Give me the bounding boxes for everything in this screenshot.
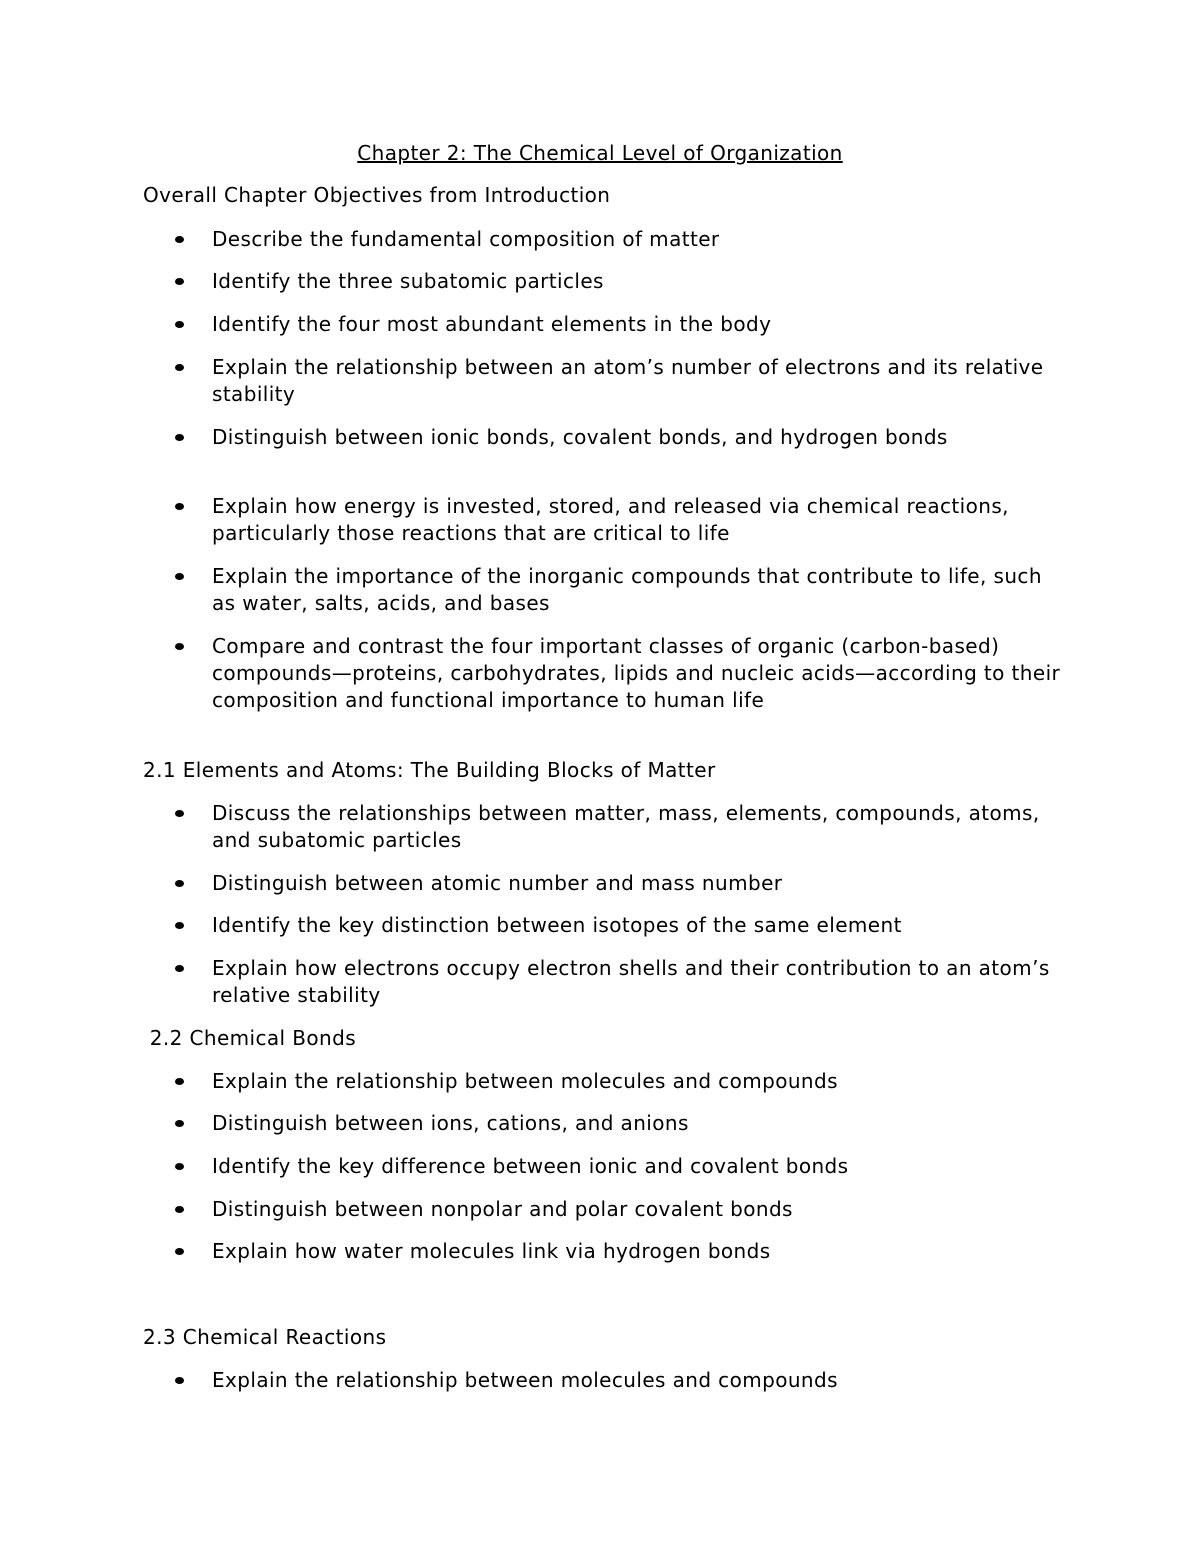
bullet-icon [172, 955, 212, 982]
bullet-icon [172, 800, 212, 827]
list-item [172, 493, 1072, 547]
bullet-icon [172, 493, 212, 520]
list-item [172, 955, 1072, 1009]
list-item [172, 1367, 1072, 1394]
bullet-icon [172, 424, 212, 451]
list-item [172, 1110, 1072, 1137]
list-item [172, 354, 1072, 408]
section-heading: 2.2 Chemical Bonds [143, 1026, 357, 1050]
list-item [172, 311, 1072, 338]
bullet-icon [172, 1196, 212, 1223]
list-item-text: Explain how electrons occupy electron shells and their contribution to an atom’s relative stability [212, 956, 1050, 1007]
bullet-icon [172, 912, 212, 939]
list-item [172, 1153, 1072, 1180]
section-heading: 2.3 Chemical Reactions [143, 1325, 387, 1349]
section-heading: Overall Chapter Objectives from Introduction [143, 183, 611, 207]
list-item [172, 1238, 1072, 1265]
bullet-icon [172, 311, 212, 338]
list-item-text: Distinguish between ions, cations, and anions [212, 1111, 689, 1135]
bullet-icon [172, 1110, 212, 1137]
list-item [172, 424, 1072, 451]
list-item-text: Explain how energy is invested, stored, and released via chemical reactions, particularly those reactions that are critical to life [212, 494, 1009, 545]
bullet-icon [172, 1238, 212, 1265]
list-item [172, 1196, 1072, 1223]
list-item-text: Identify the four most abundant elements in the body [212, 312, 772, 336]
bullet-icon [172, 226, 212, 253]
list-item-text: Distinguish between ionic bonds, covalent bonds, and hydrogen bonds [212, 425, 948, 449]
list-item-text: Describe the fundamental composition of matter [212, 227, 720, 251]
list-item [172, 800, 1072, 854]
bullet-icon [172, 1068, 212, 1095]
list-item-text: Identify the three subatomic particles [212, 269, 604, 293]
list-item-text: Compare and contrast the four important classes of organic (carbon-based) compounds—proteins, carbohydrates, lipids and nucleic acids—according to their composition and functional importance to human life [212, 634, 1061, 712]
bullet-icon [172, 268, 212, 295]
list-item [172, 870, 1072, 897]
bullet-icon [172, 354, 212, 381]
list-item-text: Discuss the relationships between matter, mass, elements, compounds, atoms, and subatomic particles [212, 801, 1040, 852]
list-item [172, 268, 1072, 295]
list-item-text: Explain the relationship between molecules and compounds [212, 1368, 838, 1392]
bullet-icon [172, 633, 212, 660]
list-item [172, 1068, 1072, 1095]
list-item-text: Identify the key distinction between isotopes of the same element [212, 913, 902, 937]
list-item [172, 912, 1072, 939]
list-item-text: Distinguish between atomic number and mass number [212, 871, 783, 895]
page-title: Chapter 2: The Chemical Level of Organization [357, 141, 843, 165]
list-item-text: Distinguish between nonpolar and polar covalent bonds [212, 1197, 793, 1221]
bullet-icon [172, 1153, 212, 1180]
list-item-text: Explain how water molecules link via hydrogen bonds [212, 1239, 771, 1263]
list-item-text: Explain the relationship between molecules and compounds [212, 1069, 838, 1093]
bullet-icon [172, 1367, 212, 1394]
list-item-text: Explain the relationship between an atom’s number of electrons and its relative stability [212, 355, 1044, 406]
list-item-text: Identify the key difference between ionic and covalent bonds [212, 1154, 849, 1178]
list-item [172, 226, 1072, 253]
list-item-text: Explain the importance of the inorganic compounds that contribute to life, such as water, salts, acids, and bases [212, 564, 1042, 615]
list-item [172, 563, 1072, 617]
bullet-icon [172, 870, 212, 897]
list-item [172, 633, 1072, 714]
section-heading: 2.1 Elements and Atoms: The Building Blocks of Matter [143, 758, 716, 782]
bullet-icon [172, 563, 212, 590]
